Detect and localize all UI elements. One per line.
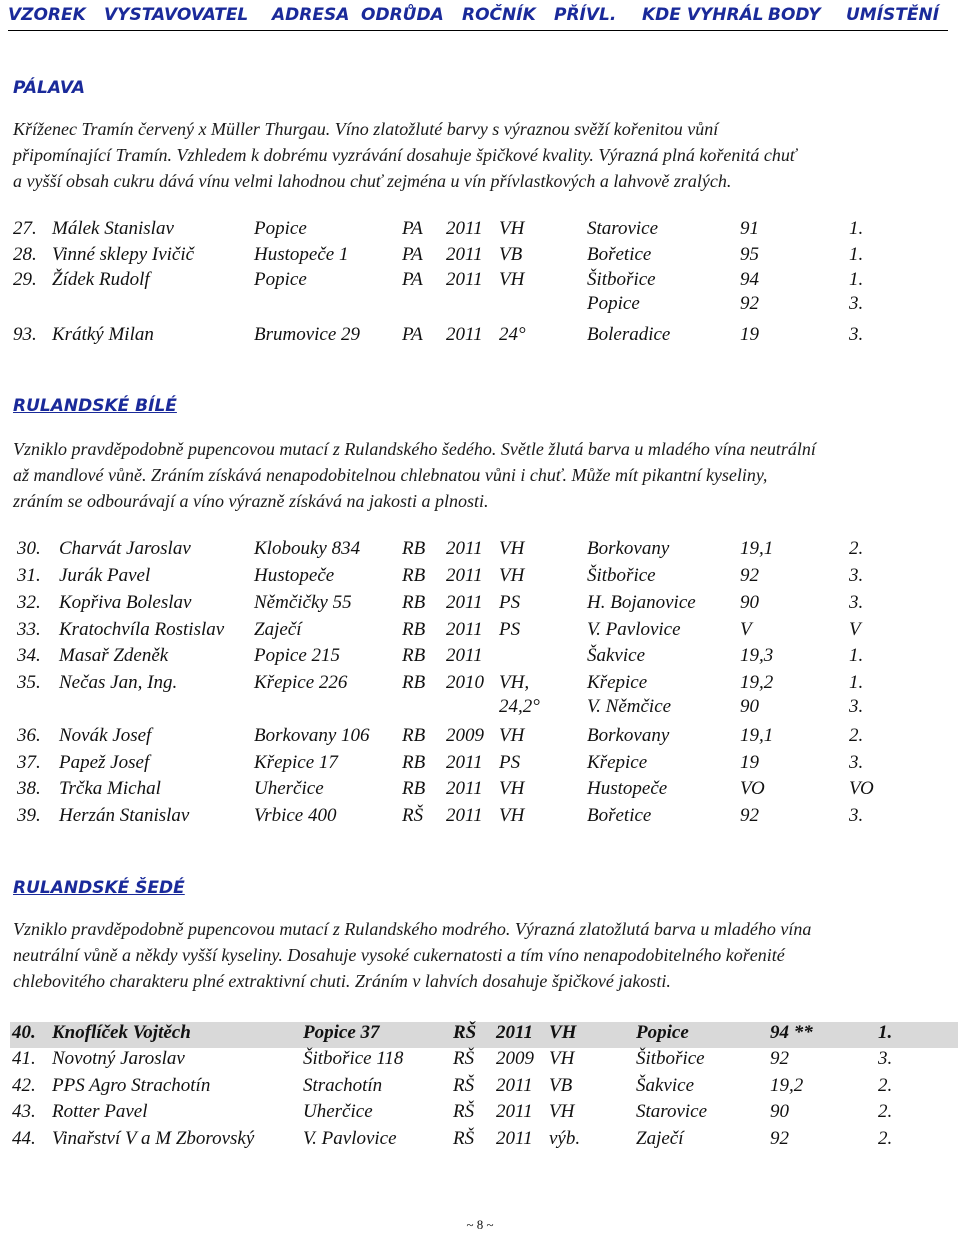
cell-odruda: RŠ [453,1128,475,1149]
cell-kde: V. Pavlovice [587,619,681,640]
cell-kde: H. Bojanovice [587,592,696,613]
cell-umisteni: 1. [849,672,864,693]
cell-body: 19,1 [740,538,774,559]
cell-privl: VH [499,778,525,799]
cell-adresa: Strachotín [303,1075,383,1096]
cell-umisteni: 2. [878,1128,893,1149]
cell-body: 90 [770,1101,789,1122]
cell-body: V [740,619,752,640]
cell-vystavovatel: Jurák Pavel [59,565,151,586]
cell-vzorek: 31. [17,565,41,586]
header-privl: PŘÍVL. [554,5,617,25]
cell-adresa: Zaječí [254,619,302,640]
cell-body: 19,1 [740,725,774,746]
cell-vystavovatel: Novotný Jaroslav [52,1048,185,1069]
cell-adresa: Brumovice 29 [254,324,361,345]
description-line: připomínající Tramín. Vzhledem k dobrému vyzrávání dosahuje špičkové kvality. Výrazná plná kořenitá chuť [13,145,797,165]
cell-vzorek: 42. [12,1075,36,1096]
cell-rocnik: 2011 [446,324,483,345]
cell-vzorek: 28. [13,244,37,265]
table-row [0,565,960,591]
cell-kde: Starovice [636,1101,708,1122]
cell-kde: Šakvice [587,645,646,666]
cell-rocnik: 2011 [446,565,483,586]
cell-body: 95 [740,244,759,265]
cell-privl: VH [499,218,525,239]
cell-vystavovatel: Vinařství V a M Zborovský [52,1128,255,1149]
cell-vystavovatel: Herzán Stanislav [59,805,190,826]
cell-kde: Bořetice [587,244,652,265]
cell-odruda: RB [402,672,426,693]
cell-vystavovatel: Novák Josef [59,725,152,746]
cell-kde: Křepice [587,672,648,693]
cell-umisteni: 1. [849,218,864,239]
header-rocnik: ROČNÍK [462,5,536,25]
cell-adresa: Šitbořice 118 [303,1048,404,1069]
cell-adresa: Borkovany 106 [254,725,370,746]
table-row [0,752,960,778]
section-title-rulandske-sede: RULANDSKÉ ŠEDÉ [13,878,185,898]
cell-vzorek: 39. [17,805,41,826]
cell-kde: Borkovany [587,725,670,746]
cell-vystavovatel: Papež Josef [59,752,150,773]
cell-vystavovatel: Kratochvíla Rostislav [59,619,225,640]
cell-odruda: RŠ [453,1048,475,1069]
description-line: zráním se odbourávají a víno výrazně získává na jakosti a plnosti. [13,491,489,511]
cell-rocnik: 2011 [446,645,483,666]
cell-adresa: Popice 215 [254,645,341,666]
cell-umisteni: 2. [878,1075,893,1096]
cell-vzorek: 30. [17,538,41,559]
cell-umisteni: 3. [849,752,864,773]
cell-vzorek: 36. [17,725,41,746]
table-row [0,1101,960,1127]
cell-adresa: Vrbice 400 [254,805,337,826]
description-line: až mandlové vůně. Zráním získává nenapodobitelnou chlebnatou vůni i chuť. Může mít pikantní kyseliny, [13,465,768,485]
cell-body: 92 [770,1048,789,1069]
cell-odruda: RB [402,538,426,559]
cell-kde: Bořetice [587,805,652,826]
cell-umisteni: 3. [878,1048,893,1069]
cell-rocnik: 2011 [446,752,483,773]
cell-kde: Borkovany [587,538,670,559]
cell-privl: VB [499,244,523,265]
cell-kde: Popice [587,293,640,314]
cell-vystavovatel: PPS Agro Strachotín [52,1075,211,1096]
cell-body: 19,2 [740,672,774,693]
cell-body: 19 [740,324,759,345]
description-line: Vzniklo pravděpodobně pupencovou mutací z Rulandského modrého. Výrazná zlatožlutá barva u mladého vína [13,919,812,939]
column-header-row [8,2,948,31]
cell-adresa: Hustopeče [254,565,335,586]
cell-body: VO [740,778,765,799]
cell-kde: Křepice [587,752,648,773]
header-vzorek: VZOREK [8,5,86,25]
cell-vzorek: 34. [17,645,41,666]
table-row [0,324,960,350]
cell-body: 94 ** [770,1022,813,1043]
cell-odruda: RB [402,645,426,666]
cell-adresa: Uherčice [254,778,324,799]
cell-privl: PS [499,752,521,773]
header-odruda: ODRŮDA [361,5,444,25]
cell-odruda: PA [402,324,423,345]
table-row [0,1075,960,1101]
cell-vzorek: 40. [12,1022,36,1043]
cell-rocnik: 2011 [446,805,483,826]
cell-privl: výb. [549,1128,581,1149]
section-description-palava [13,116,943,194]
description-line: chlebovitého charakteru plné extraktivní chuti. Zráním v lahvích dosahuje špičkové jakosti. [13,971,671,991]
cell-rocnik: 2009 [446,725,484,746]
cell-rocnik: 2011 [446,778,483,799]
cell-vzorek: 27. [13,218,37,239]
cell-privl: VH [499,805,525,826]
cell-adresa: Křepice 17 [254,752,338,773]
cell-odruda: RB [402,619,426,640]
cell-kde: Šitbořice [587,269,656,290]
cell-vzorek: 43. [12,1101,36,1122]
cell-vzorek: 38. [17,778,41,799]
cell-kde: Šitbořice [636,1048,705,1069]
table-row [0,269,960,295]
cell-privl: VB [549,1075,573,1096]
cell-vystavovatel: Vinné sklepy Ivičič [52,244,195,265]
header-vystavovatel: VYSTAVOVATEL [104,5,249,25]
cell-odruda: PA [402,269,423,290]
header-adresa: ADRESA [272,5,350,25]
cell-rocnik: 2011 [446,244,483,265]
section-description-rulandske-sede [13,916,943,994]
cell-kde: Šakvice [636,1075,695,1096]
cell-kde: Šitbořice [587,565,656,586]
cell-privl: VH [499,565,525,586]
cell-kde: Popice [636,1022,689,1043]
cell-privl: VH [549,1101,575,1122]
cell-vystavovatel: Knoflíček Vojtěch [52,1022,191,1043]
cell-vzorek: 33. [17,619,41,640]
description-line: Kříženec Tramín červený x Müller Thurgau. Víno zlatožluté barvy s výraznou svěží kořenitou vůní [13,119,719,139]
cell-vzorek: 35. [17,672,41,693]
cell-adresa: Hustopeče 1 [254,244,349,265]
cell-rocnik: 2010 [446,672,484,693]
cell-adresa: Klobouky 834 [254,538,361,559]
cell-adresa: Popice [254,269,307,290]
cell-body: 94 [740,269,759,290]
cell-body: 19,2 [770,1075,804,1096]
cell-umisteni: V [849,619,861,640]
cell-adresa: Němčičky 55 [254,592,352,613]
cell-kde: Hustopeče [587,778,668,799]
cell-odruda: RB [402,565,426,586]
cell-odruda: PA [402,218,423,239]
cell-vzorek: 37. [17,752,41,773]
cell-rocnik: 2011 [496,1022,533,1043]
table-row [0,645,960,671]
table-row [0,725,960,751]
cell-rocnik: 2011 [496,1101,533,1122]
table-row [0,805,960,831]
cell-vystavovatel: Žídek Rudolf [52,269,150,290]
table-row [0,244,960,270]
cell-umisteni: 1. [878,1022,893,1043]
description-line: neutrální vůně a někdy vyšší kyseliny. Dosahuje vysoké cukernatosti a tím víno nenapodobitelného kořenité [13,945,785,965]
cell-kde: Zaječí [636,1128,684,1149]
cell-privl: PS [499,592,521,613]
cell-body: 92 [740,565,759,586]
header-umisteni: UMÍSTĚNÍ [846,5,940,25]
header-body: BODY [768,5,821,25]
table-row [10,1022,958,1048]
cell-vystavovatel: Málek Stanislav [52,218,174,239]
table-row [0,619,960,645]
cell-body: 92 [770,1128,789,1149]
cell-privl: VH [549,1048,575,1069]
table-row [0,538,960,564]
section-description-rulandske-bile [13,436,943,514]
table-row [0,1048,960,1074]
table-row [0,293,960,319]
cell-vystavovatel: Charvát Jaroslav [59,538,191,559]
cell-adresa: V. Pavlovice [303,1128,397,1149]
cell-umisteni: 3. [849,805,864,826]
cell-vzorek: 29. [13,269,37,290]
cell-umisteni: 2. [849,538,864,559]
description-line: a vyšší obsah cukru dává vínu velmi lahodnou chuť zejména u vín přívlastkových a lahvově zralých. [13,171,732,191]
cell-rocnik: 2009 [496,1048,534,1069]
cell-kde: V. Němčice [587,696,672,717]
table-row [0,672,960,698]
cell-vzorek: 32. [17,592,41,613]
cell-umisteni: 2. [849,725,864,746]
cell-body: 92 [740,805,759,826]
cell-body: 92 [740,293,759,314]
cell-body: 91 [740,218,759,239]
section-title-palava: PÁLAVA [13,78,86,98]
cell-umisteni: 3. [849,565,864,586]
cell-vystavovatel: Kopřiva Boleslav [59,592,192,613]
cell-umisteni: VO [849,778,874,799]
table-row [0,696,960,722]
cell-privl: VH, [499,672,530,693]
cell-umisteni: 3. [849,324,864,345]
cell-umisteni: 3. [849,696,864,717]
cell-umisteni: 3. [849,592,864,613]
cell-privl: VH [549,1022,577,1043]
cell-privl: 24° [499,324,526,345]
cell-body: 90 [740,696,759,717]
cell-adresa: Křepice 226 [254,672,348,693]
cell-body: 19,3 [740,645,774,666]
cell-umisteni: 1. [849,645,864,666]
cell-rocnik: 2011 [446,619,483,640]
cell-rocnik: 2011 [446,218,483,239]
cell-odruda: RŠ [402,805,424,826]
cell-privl: VH [499,538,525,559]
cell-odruda: RŠ [453,1022,477,1043]
cell-adresa: Popice [254,218,307,239]
cell-umisteni: 1. [849,244,864,265]
table-row [0,778,960,804]
cell-adresa: Uherčice [303,1101,373,1122]
cell-vystavovatel: Krátký Milan [52,324,154,345]
cell-privl: VH [499,269,525,290]
cell-rocnik: 2011 [496,1075,533,1096]
cell-vzorek: 41. [12,1048,36,1069]
cell-umisteni: 2. [878,1101,893,1122]
page-number: ~ 8 ~ [466,1217,494,1232]
cell-odruda: PA [402,244,423,265]
cell-odruda: RB [402,752,426,773]
description-line: Vzniklo pravděpodobně pupencovou mutací z Rulandského šedého. Světle žlutá barva u mladého vína neutrální [13,439,816,459]
cell-umisteni: 3. [849,293,864,314]
cell-rocnik: 2011 [496,1128,533,1149]
cell-kde: Boleradice [587,324,671,345]
cell-odruda: RŠ [453,1075,475,1096]
cell-privl: VH [499,725,525,746]
cell-vzorek: 44. [12,1128,36,1149]
cell-umisteni: 1. [849,269,864,290]
cell-body: 90 [740,592,759,613]
cell-odruda: RB [402,592,426,613]
table-row [0,218,960,244]
cell-rocnik: 2011 [446,269,483,290]
cell-rocnik: 2011 [446,592,483,613]
cell-adresa: Popice 37 [303,1022,380,1043]
header-kde-vyhral: KDE VYHRÁL [642,5,764,25]
section-title-rulandske-bile: RULANDSKÉ BÍLÉ [13,396,177,416]
cell-privl: PS [499,619,521,640]
table-row [0,1128,960,1154]
cell-vystavovatel: Rotter Pavel [52,1101,148,1122]
table-row [0,592,960,618]
cell-vystavovatel: Nečas Jan, Ing. [59,672,178,693]
cell-privl: 24,2° [499,696,540,717]
cell-kde: Starovice [587,218,659,239]
cell-rocnik: 2011 [446,538,483,559]
cell-odruda: RB [402,725,426,746]
cell-vystavovatel: Masař Zdeněk [59,645,169,666]
cell-vystavovatel: Trčka Michal [59,778,161,799]
cell-odruda: RŠ [453,1101,475,1122]
cell-odruda: RB [402,778,426,799]
cell-vzorek: 93. [13,324,37,345]
cell-body: 19 [740,752,759,773]
